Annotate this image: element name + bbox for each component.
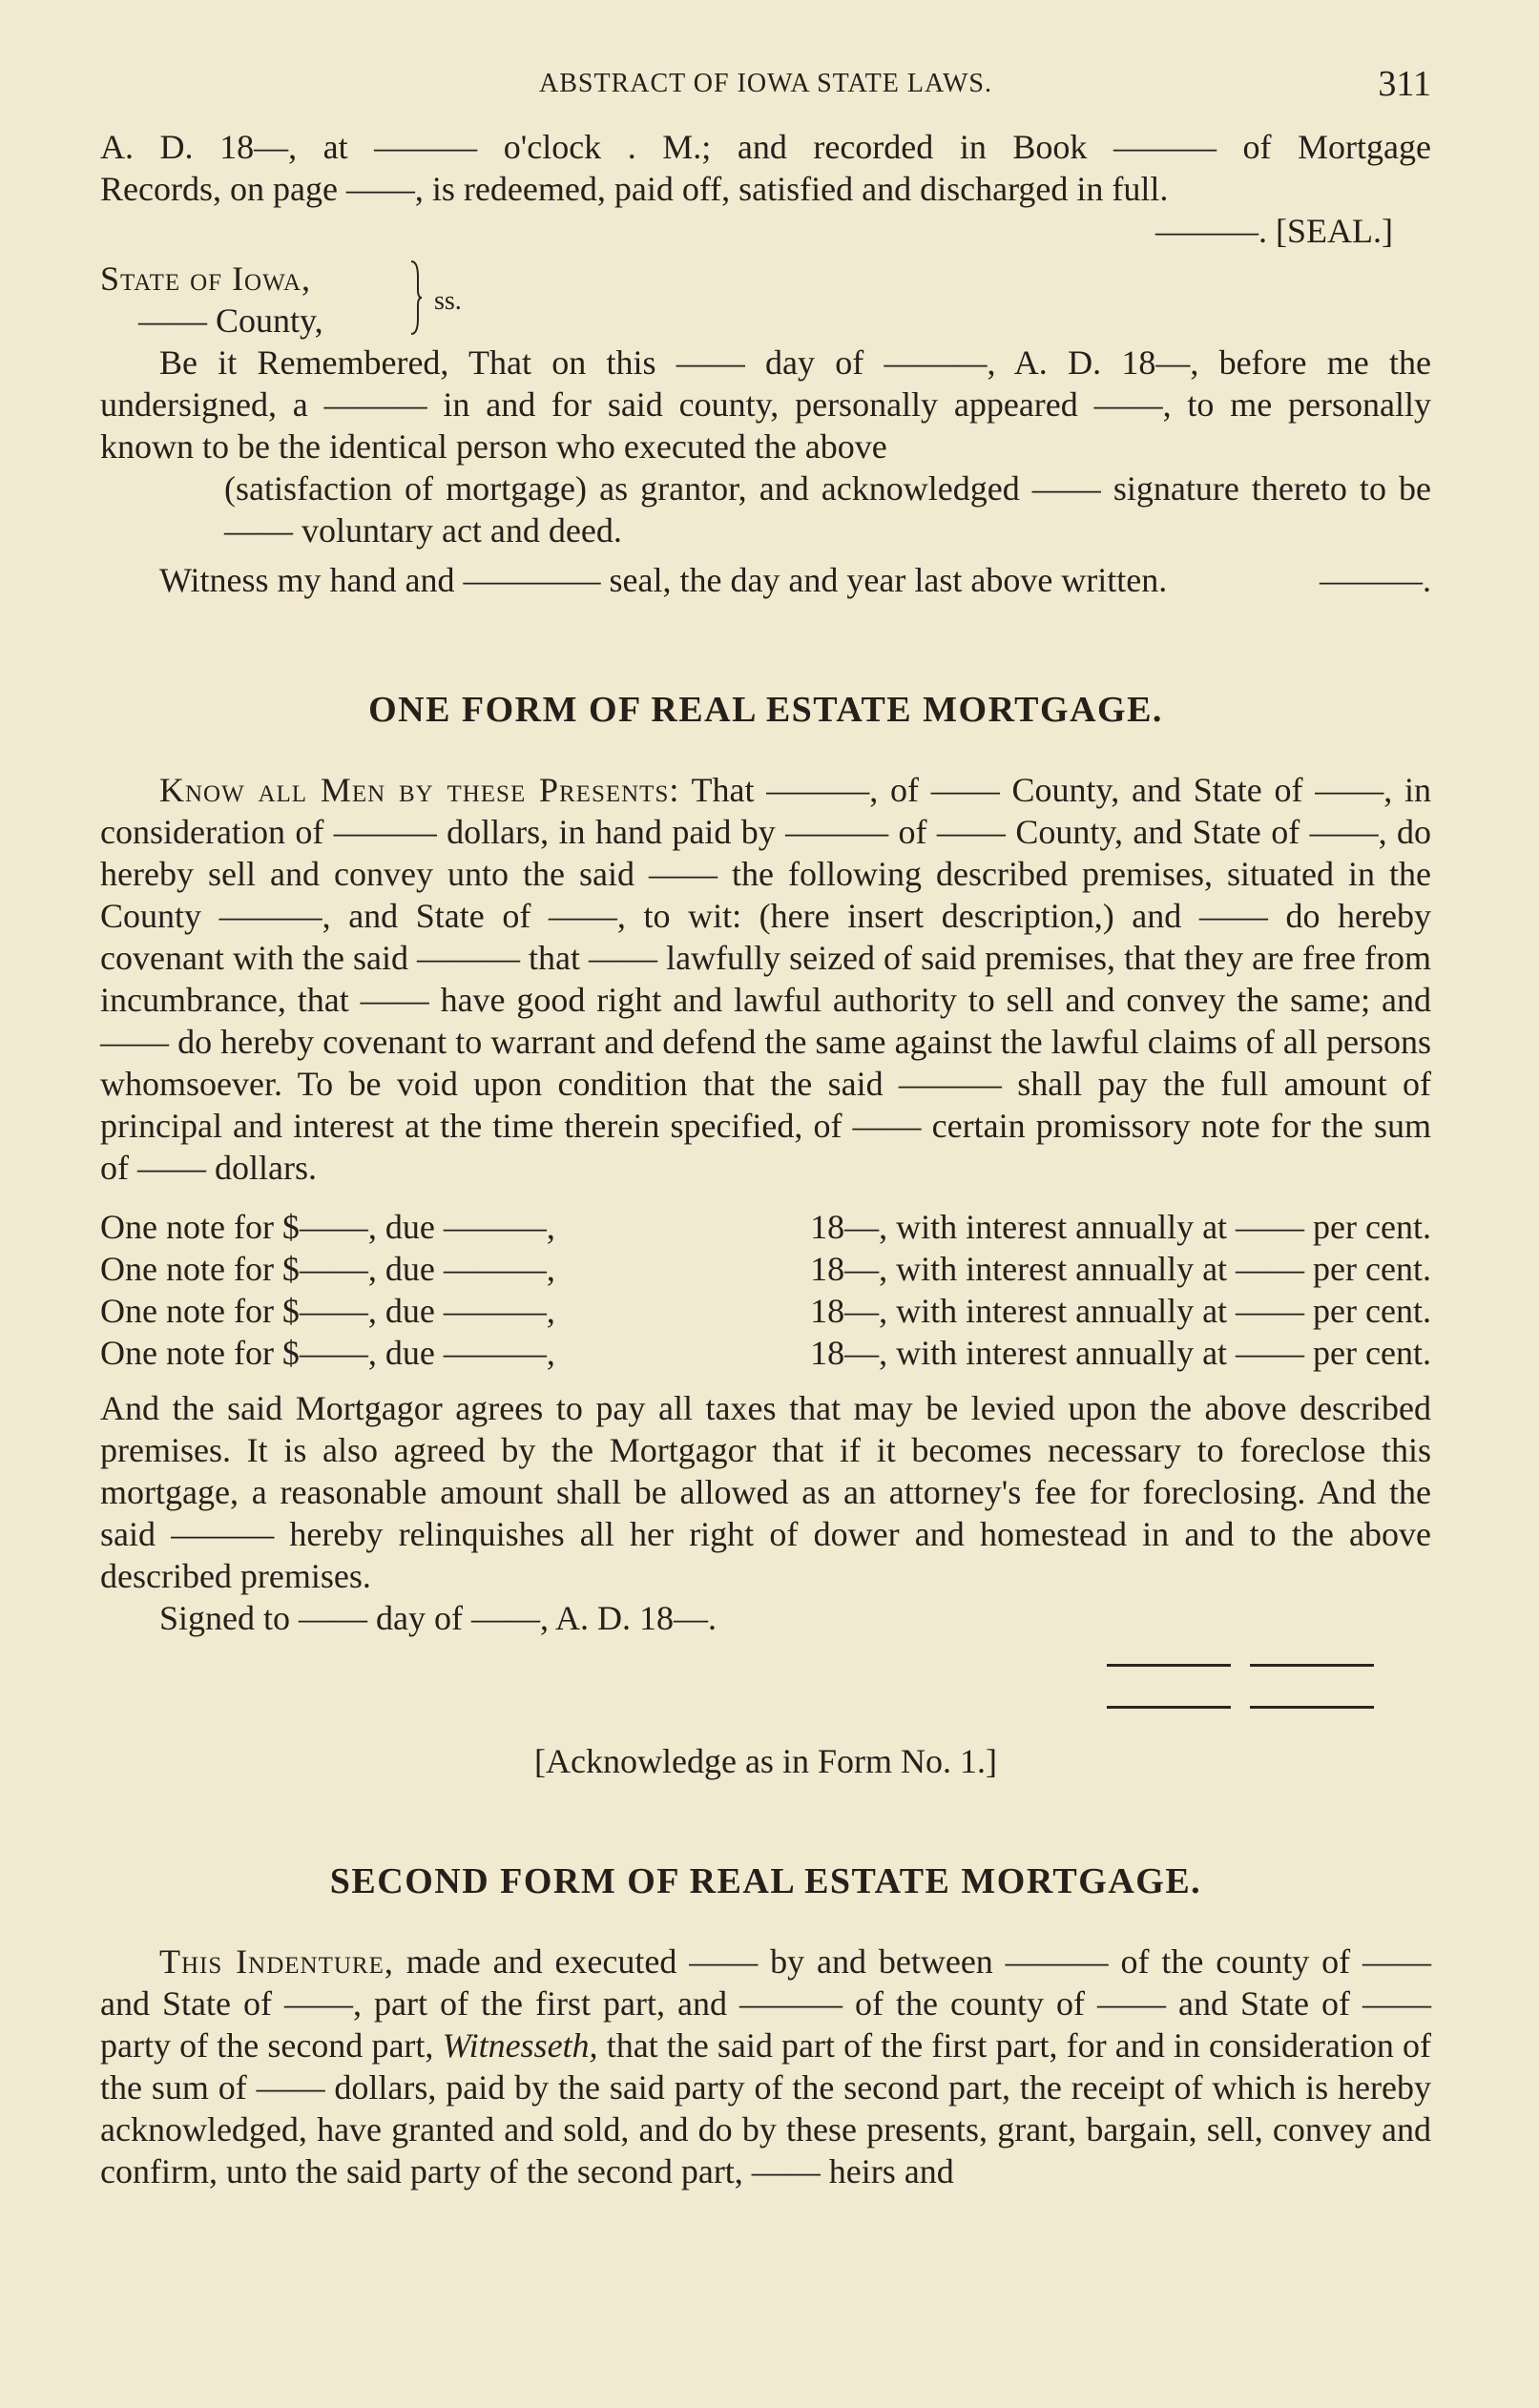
signature-line bbox=[1107, 1706, 1231, 1709]
form1-heading: ONE FORM OF REAL ESTATE MORTGAGE. bbox=[368, 690, 1163, 730]
form1-opening: Know all Men by these Presents: bbox=[159, 771, 680, 809]
seal-line: ———. [SEAL.] bbox=[1155, 212, 1393, 250]
page-header bbox=[100, 59, 1431, 126]
note-row bbox=[100, 1332, 1431, 1374]
venue-ss: ss. bbox=[434, 286, 462, 316]
note-left: One note for $——, due ———, bbox=[100, 1208, 555, 1246]
satisfaction-line-1: A. D. 18—, at ——— o'clock . M.; and recorded in Book ——— of Mortgage bbox=[100, 128, 1431, 166]
form2-italic-word: Witnesseth, bbox=[442, 2026, 598, 2065]
signed-line: Signed to —— day of ——, A. D. 18—. bbox=[159, 1599, 717, 1637]
running-title: ABSTRACT OF IOWA STATE LAWS. bbox=[539, 69, 992, 98]
form2-body-text-1: made and executed —— by and between ——— of the county of —— and State of ——, part of the first part, and ——— of the county of —— and State of —— party of the second part, bbox=[100, 1942, 1432, 2065]
note-left: One note for $——, due ———, bbox=[100, 1292, 555, 1330]
note-left: One note for $——, due ———, bbox=[100, 1250, 555, 1288]
acknowledgment-paragraph: Be it Remembered, That on this —— day of ———, A. D. 18—, before me the undersigned, a ——— in and for said county, personally appeared ——, to me personally known to be the identical person who executed the above bbox=[100, 343, 1431, 466]
acknowledge-note: [Acknowledge as in Form No. 1.] bbox=[534, 1742, 997, 1780]
form1-body bbox=[100, 769, 1431, 1189]
note-left: One note for $——, due ———, bbox=[100, 1334, 555, 1372]
form2-heading: SECOND FORM OF REAL ESTATE MORTGAGE. bbox=[329, 1861, 1202, 1901]
note-right: 18—, with interest annually at —— per cent. bbox=[810, 1250, 1431, 1288]
satisfaction-line-2: Records, on page ——, is redeemed, paid off, satisfied and discharged in full. bbox=[100, 170, 1169, 208]
venue-county: —— County, bbox=[138, 301, 323, 340]
note-right: 18—, with interest annually at —— per cent. bbox=[810, 1334, 1431, 1372]
signature-line bbox=[1250, 1706, 1374, 1709]
form2-body bbox=[100, 1941, 1431, 2192]
signature-line bbox=[1107, 1664, 1231, 1667]
note-right: 18—, with interest annually at —— per cent. bbox=[810, 1208, 1431, 1246]
acknowledgment-continuation: (satisfaction of mortgage) as grantor, and acknowledged —— signature thereto to be —— voluntary act and deed. bbox=[224, 469, 1431, 550]
form2-body-text-2: that the said part of the first part, for and in consideration of the sum of —— dollars, paid by the said party of the second part, the receipt of which is hereby acknowledged, have granted and sold, and do by these presents, grant, bargain, sell, convey and confirm, unto the said party of the second part, —— heirs and bbox=[100, 2026, 1432, 2190]
note-right: 18—, with interest annually at —— per cent. bbox=[810, 1292, 1431, 1330]
venue-block bbox=[100, 258, 1431, 342]
signature-line bbox=[1250, 1664, 1374, 1667]
notes-list bbox=[100, 1206, 1431, 1374]
page-number: 311 bbox=[1378, 64, 1431, 104]
note-row bbox=[100, 1248, 1431, 1290]
note-row bbox=[100, 1206, 1431, 1248]
form2-opening: This Indenture, bbox=[159, 1942, 394, 1981]
form1-body-text: That ———, of —— County, and State of ——, in consideration of ——— dollars, in hand paid by ——— of —— County, and State of ——, do hereby sell and convey unto the said —— the following described premises, situated in the County ———, and State of ——, to wit: (here insert description,) and —— do hereby covenant with the said ——— that —— lawfully seized of said premises, that they are free from incumbrance, that —— have good right and lawful authority to sell and convey the same; and —— do hereby covenant to warrant and defend the same against the lawful claims of all persons whomsoever. To be void upon condition that the said ——— shall pay the full amount of principal and interest at the time therein specified, of —— certain promissory note for the sum of —— dollars. bbox=[100, 771, 1431, 1187]
witness-signature-line: ———. bbox=[1320, 561, 1431, 599]
venue-brace bbox=[409, 259, 423, 336]
venue-state: State of Iowa, bbox=[100, 259, 311, 298]
taxes-paragraph: And the said Mortgagor agrees to pay all taxes that may be levied upon the above described premises. It is also agreed by the Mortgagor that if it becomes necessary to foreclose this mortgage, a reasonable amount shall be allowed as an attorney's fee for foreclosing. And the said ——— hereby relinquishes all her right of dower and homestead in and to the above described premises. bbox=[100, 1389, 1431, 1595]
page-content bbox=[100, 59, 1431, 2192]
witness-paragraph: Witness my hand and ———— seal, the day and year last above written. bbox=[159, 561, 1168, 599]
note-row bbox=[100, 1290, 1431, 1332]
signature-lines bbox=[100, 1639, 1431, 1727]
